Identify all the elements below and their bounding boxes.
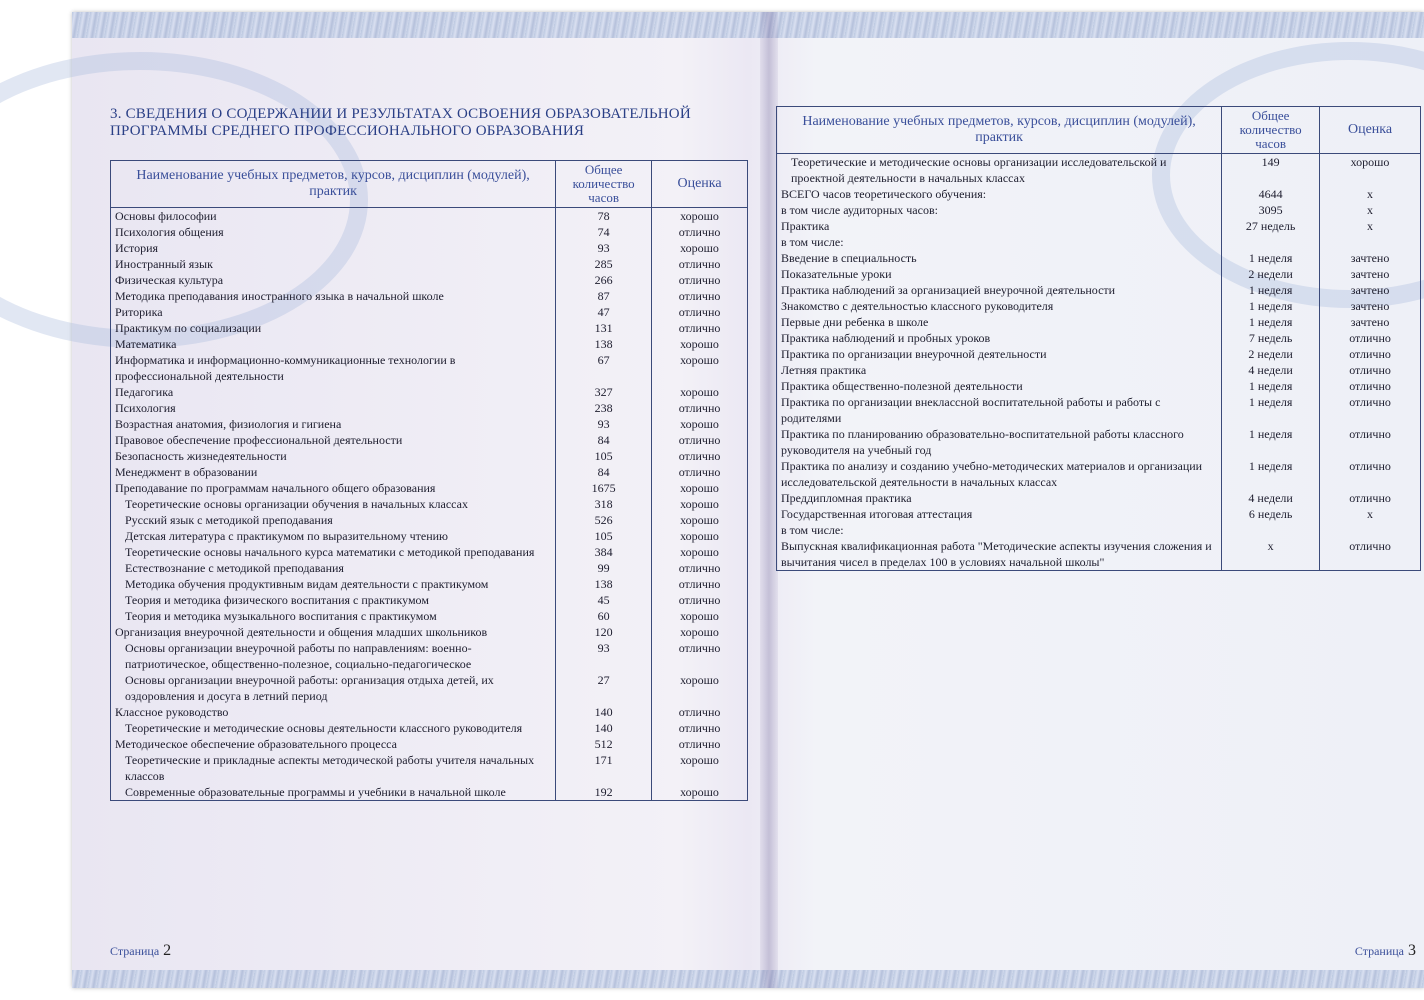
cell-name: Возрастная анатомия, физиология и гигиена: [111, 416, 556, 432]
cell-hours: 1 неделя: [1222, 298, 1320, 314]
cell-grade: хорошо: [652, 336, 748, 352]
table-row: [777, 522, 1421, 538]
cell-name: Теоретические и методические основы организации исследовательской и проектной деятельности в начальных классах: [777, 154, 1222, 187]
cell-hours: 4644: [1222, 186, 1320, 202]
cell-grade: отлично: [1320, 426, 1421, 458]
cell-hours: 285: [556, 256, 652, 272]
table-row: [777, 298, 1421, 314]
cell-grade: х: [1320, 506, 1421, 522]
cell-grade: отлично: [652, 640, 748, 672]
cell-hours: 131: [556, 320, 652, 336]
cell-name: Теоретические основы организации обучения в начальных классах: [111, 496, 556, 512]
cell-hours: 1 неделя: [1222, 458, 1320, 490]
cell-hours: 4 недели: [1222, 490, 1320, 506]
cell-name: Основы философии: [111, 208, 556, 225]
table-row: [777, 378, 1421, 394]
table-row: [777, 186, 1421, 202]
cell-grade: хорошо: [652, 496, 748, 512]
cell-grade: отлично: [652, 464, 748, 480]
cell-hours: 138: [556, 576, 652, 592]
cell-grade: хорошо: [652, 752, 748, 784]
cell-grade: х: [1320, 202, 1421, 218]
cell-grade: отлично: [652, 448, 748, 464]
cell-name: Информатика и информационно-коммуникационные технологии в профессиональной деятельности: [111, 352, 556, 384]
cell-hours: 2 недели: [1222, 266, 1320, 282]
cell-name: Русский язык с методикой преподавания: [111, 512, 556, 528]
cell-hours: 74: [556, 224, 652, 240]
table-row: [777, 202, 1421, 218]
cell-name: Практика по организации внеурочной деятельности: [777, 346, 1222, 362]
cell-grade: отлично: [652, 288, 748, 304]
cell-grade: хорошо: [652, 544, 748, 560]
page-number: 2: [163, 942, 172, 959]
cell-grade: хорошо: [1320, 154, 1421, 187]
cell-grade: зачтено: [1320, 282, 1421, 298]
section-title: 3. СВЕДЕНИЯ О СОДЕРЖАНИИ И РЕЗУЛЬТАТАХ ОСВОЕНИЯ ОБРАЗОВАТЕЛЬНОЙ ПРОГРАММЫ СРЕДНЕГО ПРОФЕССИОНАЛЬНОГО ОБРАЗОВАНИЯ: [110, 106, 691, 139]
cell-hours: 140: [556, 720, 652, 736]
cell-grade: хорошо: [652, 384, 748, 400]
cell-name: Современные образовательные программы и учебники в начальной школе: [111, 784, 556, 801]
cell-name: Теоретические основы начального курса математики с методикой преподавания: [111, 544, 556, 560]
cell-hours: 4 недели: [1222, 362, 1320, 378]
cell-name: Знакомство с деятельностью классного руководителя: [777, 298, 1222, 314]
cell-grade: [1320, 234, 1421, 250]
cell-name: Педагогика: [111, 384, 556, 400]
cell-name: в том числе:: [777, 234, 1222, 250]
cell-grade: зачтено: [1320, 250, 1421, 266]
cell-name: Основы организации внеурочной работы: организация отдыха детей, их оздоровления и досуга в летний период: [111, 672, 556, 704]
cell-grade: отлично: [652, 320, 748, 336]
cell-grade: хорошо: [652, 512, 748, 528]
cell-name: ВСЕГО часов теоретического обучения:: [777, 186, 1222, 202]
cell-name: Преддипломная практика: [777, 490, 1222, 506]
cell-grade: зачтено: [1320, 298, 1421, 314]
cell-hours: 3095: [1222, 202, 1320, 218]
header-hours: Общее количество часов: [1222, 107, 1320, 154]
cell-hours: 1 неделя: [1222, 282, 1320, 298]
table-row: [777, 426, 1421, 458]
cell-grade: хорошо: [652, 208, 748, 225]
cell-grade: отлично: [652, 432, 748, 448]
table-row: [111, 528, 748, 544]
cell-name: Естествознание с методикой преподавания: [111, 560, 556, 576]
cell-grade: хорошо: [652, 608, 748, 624]
table-row: [111, 592, 748, 608]
cell-grade: отлично: [652, 704, 748, 720]
table-row: [111, 608, 748, 624]
cell-grade: отлично: [652, 736, 748, 752]
cell-grade: отлично: [652, 400, 748, 416]
cell-hours: 84: [556, 464, 652, 480]
cell-grade: отлично: [1320, 378, 1421, 394]
cell-hours: 120: [556, 624, 652, 640]
table-row: [777, 490, 1421, 506]
cell-name: Практика общественно-полезной деятельности: [777, 378, 1222, 394]
table-row: [777, 346, 1421, 362]
cell-name: в том числе:: [777, 522, 1222, 538]
cell-grade: хорошо: [652, 480, 748, 496]
header-grade: Оценка: [652, 161, 748, 208]
table-row: [111, 512, 748, 528]
right-subjects-table: [776, 106, 1421, 571]
table-row: [777, 394, 1421, 426]
header-name: Наименование учебных предметов, курсов, дисциплин (модулей), практик: [777, 107, 1222, 154]
table-row: [777, 218, 1421, 234]
cell-name: Основы организации внеурочной работы по направлениям: военно-патриотическое, общественно-полезное, социально-педагогическое: [111, 640, 556, 672]
table-row: [111, 640, 748, 672]
cell-name: Первые дни ребенка в школе: [777, 314, 1222, 330]
cell-name: Государственная итоговая аттестация: [777, 506, 1222, 522]
cell-hours: 47: [556, 304, 652, 320]
table-row: [111, 320, 748, 336]
cell-name: Методическое обеспечение образовательного процесса: [111, 736, 556, 752]
cell-grade: отлично: [1320, 458, 1421, 490]
table-row: [111, 496, 748, 512]
table-row: [111, 240, 748, 256]
cell-hours: 99: [556, 560, 652, 576]
cell-grade: хорошо: [652, 784, 748, 801]
cell-hours: х: [1222, 538, 1320, 571]
cell-name: Летняя практика: [777, 362, 1222, 378]
table-row: [111, 576, 748, 592]
cell-grade: [1320, 522, 1421, 538]
table-row: [777, 314, 1421, 330]
cell-name: Преподавание по программам начального общего образования: [111, 480, 556, 496]
cell-hours: 1 неделя: [1222, 426, 1320, 458]
page-footer-right: [1355, 942, 1416, 960]
cell-grade: отлично: [652, 224, 748, 240]
cell-name: Практика наблюдений и пробных уроков: [777, 330, 1222, 346]
cell-grade: отлично: [1320, 538, 1421, 571]
table-row: [111, 784, 748, 801]
cell-hours: 266: [556, 272, 652, 288]
cell-name: Безопасность жизнедеятельности: [111, 448, 556, 464]
table-row: [111, 752, 748, 784]
cell-hours: 1 неделя: [1222, 378, 1320, 394]
cell-hours: 27 недель: [1222, 218, 1320, 234]
cell-hours: 93: [556, 240, 652, 256]
cell-name: Теоретические и методические основы деятельности классного руководителя: [111, 720, 556, 736]
table-row: [777, 266, 1421, 282]
cell-hours: 105: [556, 528, 652, 544]
table-row: [111, 432, 748, 448]
cell-name: Показательные уроки: [777, 266, 1222, 282]
document-spread: [72, 12, 1424, 988]
table-row: [777, 506, 1421, 522]
cell-name: Теория и методика физического воспитания с практикумом: [111, 592, 556, 608]
cell-name: Практика по анализу и созданию учебно-методических материалов и организации исследовательской деятельности в начальных классах: [777, 458, 1222, 490]
table-row: [111, 560, 748, 576]
cell-name: Практикум по социализации: [111, 320, 556, 336]
cell-grade: хорошо: [652, 528, 748, 544]
cell-name: Физическая культура: [111, 272, 556, 288]
cell-grade: х: [1320, 218, 1421, 234]
page-label: Страница: [1354, 944, 1404, 958]
cell-grade: отлично: [652, 304, 748, 320]
cell-hours: 1 неделя: [1222, 314, 1320, 330]
table-row: [111, 224, 748, 240]
cell-name: Практика по организации внеклассной воспитательной работы и работы с родителями: [777, 394, 1222, 426]
cell-hours: 327: [556, 384, 652, 400]
cell-name: Методика обучения продуктивным видам деятельности с практикумом: [111, 576, 556, 592]
table-row: [111, 544, 748, 560]
cell-grade: хорошо: [652, 352, 748, 384]
table-row: [777, 458, 1421, 490]
page-footer-left: [110, 942, 171, 960]
header-hours: Общее количество часов: [556, 161, 652, 208]
table-row: [777, 282, 1421, 298]
cell-hours: 1 неделя: [1222, 250, 1320, 266]
cell-grade: хорошо: [652, 240, 748, 256]
cell-grade: зачтено: [1320, 266, 1421, 282]
cell-hours: 1 неделя: [1222, 394, 1320, 426]
cell-name: Теоретические и прикладные аспекты методической работы учителя начальных классов: [111, 752, 556, 784]
table-row: [111, 624, 748, 640]
cell-name: Детская литература с практикумом по выразительному чтению: [111, 528, 556, 544]
cell-hours: 93: [556, 416, 652, 432]
cell-name: Введение в специальность: [777, 250, 1222, 266]
cell-hours: 45: [556, 592, 652, 608]
cell-hours: 1675: [556, 480, 652, 496]
cell-name: Классное руководство: [111, 704, 556, 720]
cell-grade: х: [1320, 186, 1421, 202]
cell-hours: 238: [556, 400, 652, 416]
table-row: [111, 384, 748, 400]
cell-hours: 140: [556, 704, 652, 720]
cell-hours: 84: [556, 432, 652, 448]
cell-hours: [1222, 522, 1320, 538]
table-row: [111, 464, 748, 480]
decorative-top-band: [72, 12, 1424, 38]
page-number: 3: [1408, 942, 1416, 959]
table-row: [111, 304, 748, 320]
cell-name: Организация внеурочной деятельности и общения младших школьников: [111, 624, 556, 640]
table-row: [111, 288, 748, 304]
table-row: [111, 720, 748, 736]
cell-name: Математика: [111, 336, 556, 352]
table-row: [111, 672, 748, 704]
cell-hours: 138: [556, 336, 652, 352]
cell-grade: отлично: [1320, 394, 1421, 426]
table-row: [111, 704, 748, 720]
cell-hours: 87: [556, 288, 652, 304]
cell-hours: 526: [556, 512, 652, 528]
cell-hours: 6 недель: [1222, 506, 1320, 522]
table-row: [111, 448, 748, 464]
cell-hours: 384: [556, 544, 652, 560]
cell-hours: 105: [556, 448, 652, 464]
cell-name: Риторика: [111, 304, 556, 320]
cell-grade: зачтено: [1320, 314, 1421, 330]
cell-grade: отлично: [652, 272, 748, 288]
cell-name: Практика по планированию образовательно-воспитательной работы классного руководителя на учебный год: [777, 426, 1222, 458]
cell-name: Психология: [111, 400, 556, 416]
cell-hours: 318: [556, 496, 652, 512]
cell-name: Иностранный язык: [111, 256, 556, 272]
cell-name: Практика наблюдений за организацией внеурочной деятельности: [777, 282, 1222, 298]
left-subjects-table: [110, 160, 748, 801]
header-name: Наименование учебных предметов, курсов, дисциплин (модулей), практик: [111, 161, 556, 208]
cell-grade: отлично: [652, 256, 748, 272]
table-row: [111, 400, 748, 416]
table-row: [111, 208, 748, 225]
table-row: [777, 154, 1421, 187]
table-row: [111, 336, 748, 352]
cell-grade: отлично: [652, 576, 748, 592]
cell-grade: хорошо: [652, 672, 748, 704]
table-row: [777, 234, 1421, 250]
cell-grade: отлично: [1320, 362, 1421, 378]
cell-hours: [1222, 234, 1320, 250]
cell-name: Теория и методика музыкального воспитания с практикумом: [111, 608, 556, 624]
table-row: [111, 352, 748, 384]
table-row: [777, 330, 1421, 346]
header-grade: Оценка: [1320, 107, 1421, 154]
cell-hours: 60: [556, 608, 652, 624]
cell-name: История: [111, 240, 556, 256]
cell-grade: отлично: [1320, 346, 1421, 362]
cell-hours: 67: [556, 352, 652, 384]
table-row: [111, 256, 748, 272]
cell-grade: отлично: [652, 720, 748, 736]
cell-hours: 171: [556, 752, 652, 784]
cell-name: Практика: [777, 218, 1222, 234]
cell-hours: 192: [556, 784, 652, 801]
cell-name: Психология общения: [111, 224, 556, 240]
cell-grade: хорошо: [652, 416, 748, 432]
cell-grade: хорошо: [652, 624, 748, 640]
cell-hours: 78: [556, 208, 652, 225]
cell-name: Методика преподавания иностранного языка в начальной школе: [111, 288, 556, 304]
cell-name: в том числе аудиторных часов:: [777, 202, 1222, 218]
table-row: [111, 736, 748, 752]
table-row: [111, 416, 748, 432]
cell-grade: отлично: [1320, 330, 1421, 346]
cell-hours: 149: [1222, 154, 1320, 187]
table-row: [111, 480, 748, 496]
cell-hours: 7 недель: [1222, 330, 1320, 346]
cell-grade: отлично: [652, 560, 748, 576]
cell-grade: отлично: [1320, 490, 1421, 506]
cell-hours: 512: [556, 736, 652, 752]
cell-grade: отлично: [652, 592, 748, 608]
page-label: Страница: [110, 944, 160, 958]
cell-hours: 2 недели: [1222, 346, 1320, 362]
table-row: [777, 250, 1421, 266]
cell-name: Менеджмент в образовании: [111, 464, 556, 480]
cell-hours: 27: [556, 672, 652, 704]
cell-hours: 93: [556, 640, 652, 672]
cell-name: Правовое обеспечение профессиональной деятельности: [111, 432, 556, 448]
decorative-bottom-band: [72, 970, 1424, 988]
table-row: [777, 362, 1421, 378]
cell-name: Выпускная квалификационная работа "Методические аспекты изучения сложения и вычитания чисел в пределах 100 в условиях начальной школы": [777, 538, 1222, 571]
table-row: [111, 272, 748, 288]
table-row: [777, 538, 1421, 571]
